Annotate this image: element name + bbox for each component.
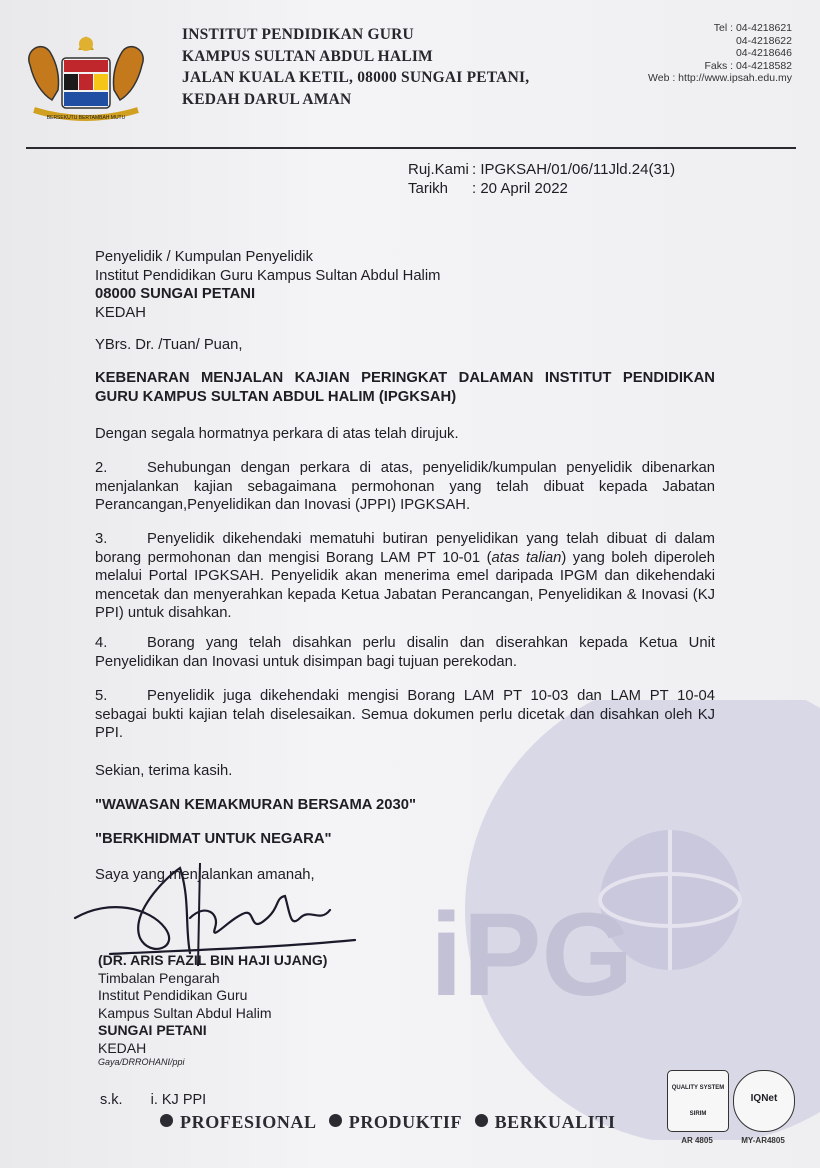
sirim-cert-logo xyxy=(667,1070,729,1132)
paragraph-text: Penyelidik dikehendaki mematuhi butiran penyelidikan yang telah dibuat di dalam borang permohonan dan mengisi Borang LAM PT 10-01 ( xyxy=(95,531,715,566)
paragraph-number: 5. xyxy=(95,688,108,704)
paragraph-2 xyxy=(95,459,715,515)
slogan-berkhidmat: "BERKHIDMAT UNTUK NEGARA" xyxy=(95,831,332,847)
cert-text: IQNet xyxy=(750,1093,778,1104)
sign-off: Saya yang menjalankan amanah, xyxy=(95,867,315,883)
paragraph-4 xyxy=(95,634,715,671)
recipient-line: KEDAH xyxy=(95,304,146,321)
paragraph-text: Penyelidik juga dikehendaki mengisi Borang LAM PT 10-03 dan LAM PT 10-04 sebagai bukti kajian telah diselesaikan. Semua dokumen perlu dicetak dan disahkan oleh KJ PPI. xyxy=(95,688,715,741)
svg-text:iPG: iPG xyxy=(430,889,634,1021)
svg-text:BERSEKUTU BERTAMBAH MUTU: BERSEKUTU BERTAMBAH MUTU xyxy=(46,115,126,121)
paragraph-number: 3. xyxy=(95,531,108,547)
cc-label: s.k. xyxy=(100,1092,123,1108)
cert-text: QUALITY SYSTEM xyxy=(671,1085,725,1091)
phone-3: 04-4218646 xyxy=(735,47,792,59)
bullet-icon xyxy=(160,1114,173,1127)
institution-line: KAMPUS SULTAN ABDUL HALIM xyxy=(182,47,433,65)
opening-sentence: Dengan segala hormatnya perkara di atas telah dirujuk. xyxy=(95,426,459,442)
phone-2: 04-4218622 xyxy=(735,34,792,47)
recipient-line: Penyelidik / Kumpulan Penyelidik xyxy=(95,249,313,265)
date-label: Tarikh xyxy=(408,180,449,197)
signatory-city: SUNGAI PETANI xyxy=(98,1022,207,1038)
paragraph-text: ) yang boleh diperoleh melalui Portal IPGKSAH. Penyelidik akan menerima emel daripada IPGM dan dikehendaki mencetak dan menyerahkan kepada Ketua Jabatan Perancangan, Penyelidikan & Inovasi (KJ PPI) untuk disahkan. xyxy=(95,549,715,621)
slogan-wawasan: "WAWASAN KEMAKMURAN BERSAMA 2030" xyxy=(95,797,416,813)
paragraph-5 xyxy=(95,687,715,743)
institution-line: INSTITUT PENDIDIKAN GURU xyxy=(182,26,414,43)
cert-code: MY-AR4805 xyxy=(741,1136,785,1145)
cc-block xyxy=(100,1092,206,1108)
signatory-title: Timbalan Pengarah xyxy=(98,969,220,986)
paragraph-text: Sehubungan dengan perkara di atas, penyelidik/kumpulan penyelidik dibenarkan menjalankan kajian sebagaimana permohonan yang telah dibuat kepada Jabatan Perancangan,Penyelidikan dan Inovasi (JPPI) IPGKSAH. xyxy=(95,460,715,513)
cc-item: i. KJ PPI xyxy=(150,1092,207,1108)
signatory-org: Institut Pendidikan Guru xyxy=(98,987,248,1003)
motto-item: BERKUALITI xyxy=(494,1112,616,1132)
ruj-value: : IPGKSAH/01/06/11Jld.24(31) xyxy=(472,161,676,178)
motto-item: PRODUKTIF xyxy=(348,1112,462,1132)
date-value: : 20 April 2022 xyxy=(472,180,568,197)
institution-line: JALAN KUALA KETIL, 08000 SUNGAI PETANI, xyxy=(182,69,530,86)
phone-1: Tel : 04-4218621 xyxy=(713,22,792,34)
reference-initials: Gaya/DRROHANI/ppi xyxy=(98,1057,185,1067)
closing: Sekian, terima kasih. xyxy=(95,763,233,779)
footer-motto xyxy=(160,1112,616,1133)
reference-block xyxy=(408,160,675,198)
iqnet-cert-logo xyxy=(733,1070,795,1132)
cert-text: SIRIM xyxy=(689,1111,707,1117)
paragraph-number: 4. xyxy=(95,635,108,651)
subject-line: KEBENARAN MENJALAN KAJIAN PERINGKAT DALAMAN INSTITUT PENDIDIKAN GURU KAMPUS SULTAN ABDUL HALIM (IPGKSAH) xyxy=(95,370,715,405)
paragraph-3 xyxy=(95,530,715,623)
coat-of-arms-logo xyxy=(20,30,152,125)
bullet-icon xyxy=(475,1114,488,1127)
salutation: YBrs. Dr. /Tuan/ Puan, xyxy=(95,337,243,353)
fax: Faks : 04-4218582 xyxy=(704,59,792,72)
motto-item: PROFESIONAL xyxy=(180,1112,316,1132)
paragraph-italic: atas talian xyxy=(491,549,562,566)
institution-line: KEDAH DARUL AMAN xyxy=(182,90,352,108)
signatory-state: KEDAH xyxy=(98,1039,147,1056)
contact-block xyxy=(648,22,792,85)
recipient-line: Institut Pendidikan Guru Kampus Sultan Abdul Halim xyxy=(95,267,441,284)
institution-address xyxy=(182,24,529,110)
signatory-name: (DR. ARIS FAZIL BIN HAJI UJANG) xyxy=(98,952,328,968)
paragraph-text: Borang yang telah disahkan perlu disalin dan diserahkan kepada Ketua Unit Penyelidikan dan Inovasi untuk disimpan bagi tujuan perekodan. xyxy=(95,635,715,670)
signatory-block xyxy=(98,952,327,1068)
recipient-line: 08000 SUNGAI PETANI xyxy=(95,286,256,302)
signatory-org: Kampus Sultan Abdul Halim xyxy=(98,1004,272,1021)
header-divider xyxy=(26,147,796,149)
paragraph-number: 2. xyxy=(95,460,108,476)
website-link[interactable]: Web : http://www.ipsah.edu.my xyxy=(648,72,792,84)
cert-code: AR 4805 xyxy=(681,1136,713,1145)
bullet-icon xyxy=(329,1114,342,1127)
ruj-label: Ruj.Kami xyxy=(408,161,469,178)
recipient-address xyxy=(95,248,440,322)
